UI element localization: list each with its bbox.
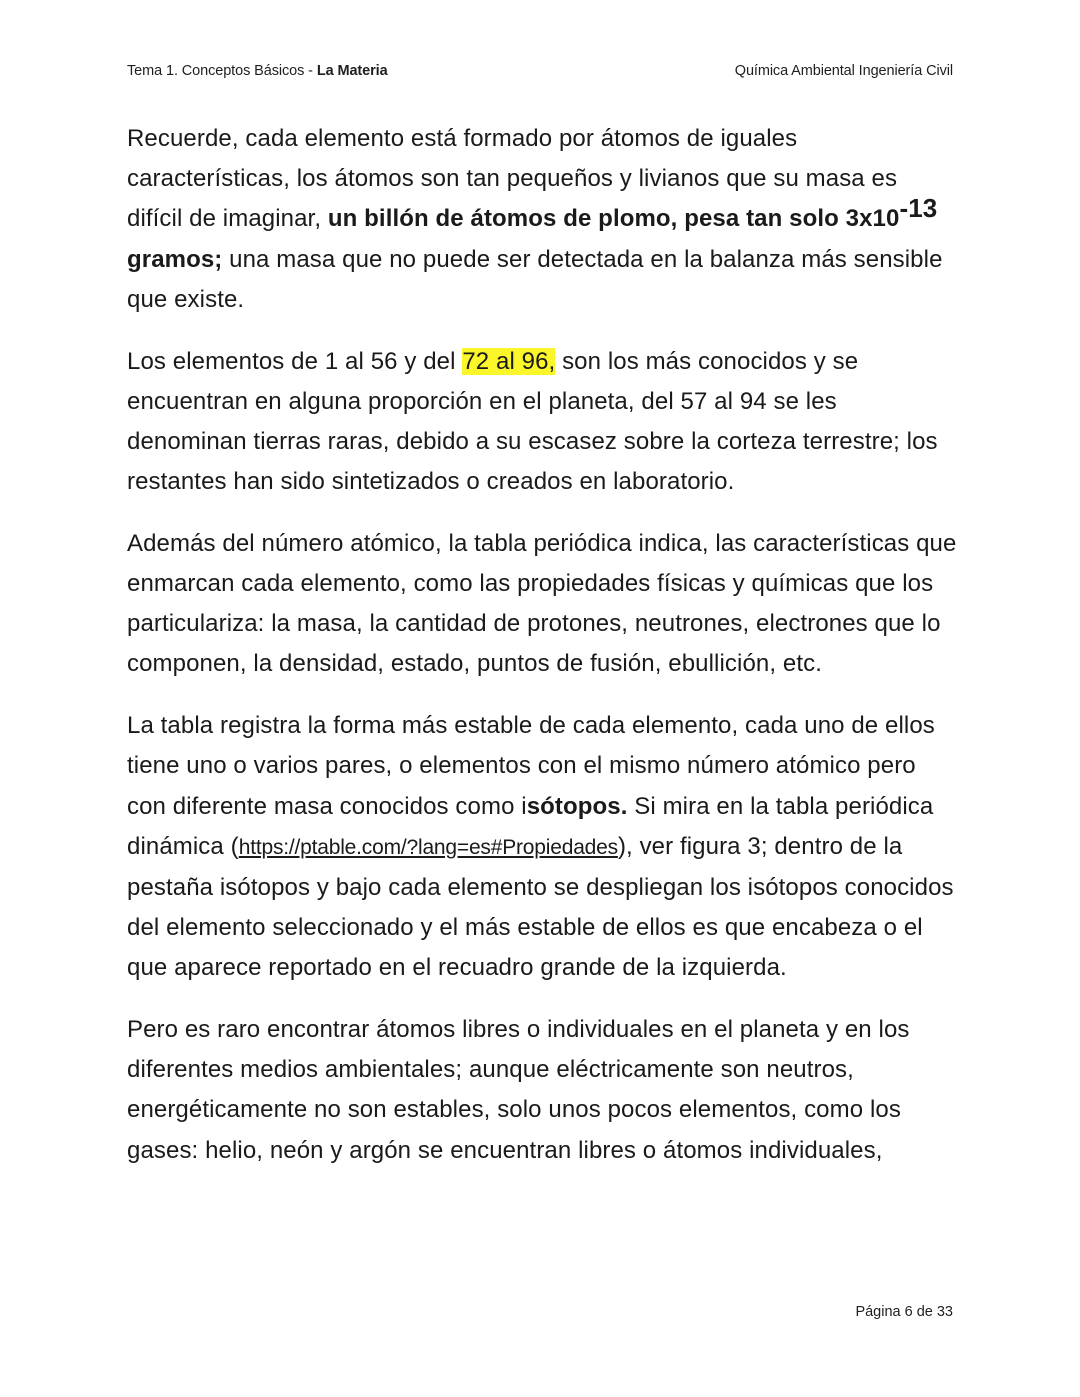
paragraph-free-atoms xyxy=(127,1010,957,1171)
header-chapter-title xyxy=(127,63,388,79)
header-chapter-topic: La Materia xyxy=(316,63,388,79)
paragraph-text: son los más conocidos y se encuentran en alguna proporción en el planeta, del 57 al 94 se les denominan tierras raras, debido a su escasez sobre la corteza terrestre; los restantes han sido sintetizados o creados en laboratorio. xyxy=(127,347,938,496)
document-body xyxy=(127,119,957,1192)
header-course-title: Química Ambiental Ingeniería Civil xyxy=(734,63,953,79)
paragraph-elements-ranges xyxy=(127,342,957,503)
header-chapter-prefix: Tema 1. Conceptos Básicos - xyxy=(127,63,317,79)
paragraph-text: ), ver figura 3; dentro de la pestaña isótopos y bajo cada elemento se despliegan los isótopos conocidos del elemento seleccionado y el más estable de ellos es que encabeza o el que aparece reportado en el recuadro grande de la izquierda. xyxy=(127,832,954,982)
highlighted-text: 72 al 96, xyxy=(462,347,556,375)
paragraph-periodic-table-properties xyxy=(127,524,957,685)
page-number: Página 6 de 33 xyxy=(855,1304,953,1320)
paragraph-atom-mass xyxy=(127,119,957,320)
ptable-link[interactable]: https://ptable.com/?lang=es#Propiedades xyxy=(238,835,618,859)
paragraph-text: Los elementos de 1 al 56 y del xyxy=(127,347,463,375)
paragraph-text: Pero es raro encontrar átomos libres o individuales en el planeta y en los diferentes medios ambientales; aunque eléctricamente son neutros, energéticamente no son estables, solo unos pocos elementos, como los gases: helio, neón y argón se encuentran libres o átomos individuales, xyxy=(127,1016,910,1164)
exponent-superscript: -13 xyxy=(899,193,938,224)
paragraph-isotopes xyxy=(127,706,957,988)
bold-text: un billón de átomos de plomo, pesa tan solo 3x10 xyxy=(327,205,900,233)
paragraph-text: Si mira en la tabla periódica dinámica ( xyxy=(127,792,934,860)
page-header xyxy=(127,63,953,79)
bold-text: gramos; xyxy=(127,245,223,273)
paragraph-text: La tabla registra la forma más estable de cada elemento, cada uno de ellos tiene uno o varios pares, o elementos con el mismo número atómico pero con diferente masa conocidos como i xyxy=(127,712,935,820)
bold-text: sótopos. xyxy=(526,792,628,820)
paragraph-text: una masa que no puede ser detectada en la balanza más sensible que existe. xyxy=(127,245,943,313)
paragraph-text: Recuerde, cada elemento está formado por átomos de iguales características, los átomos son tan pequeños y livianos que su masa es difícil de imaginar, xyxy=(127,125,898,233)
paragraph-text: Además del número atómico, la tabla periódica indica, las características que enmarcan cada elemento, como las propiedades físicas y químicas que los particulariza: la masa, la cantidad de protones, neutrones, electrones que lo componen, la densidad, estado, puntos de fusión, ebullición, etc. xyxy=(127,529,957,678)
